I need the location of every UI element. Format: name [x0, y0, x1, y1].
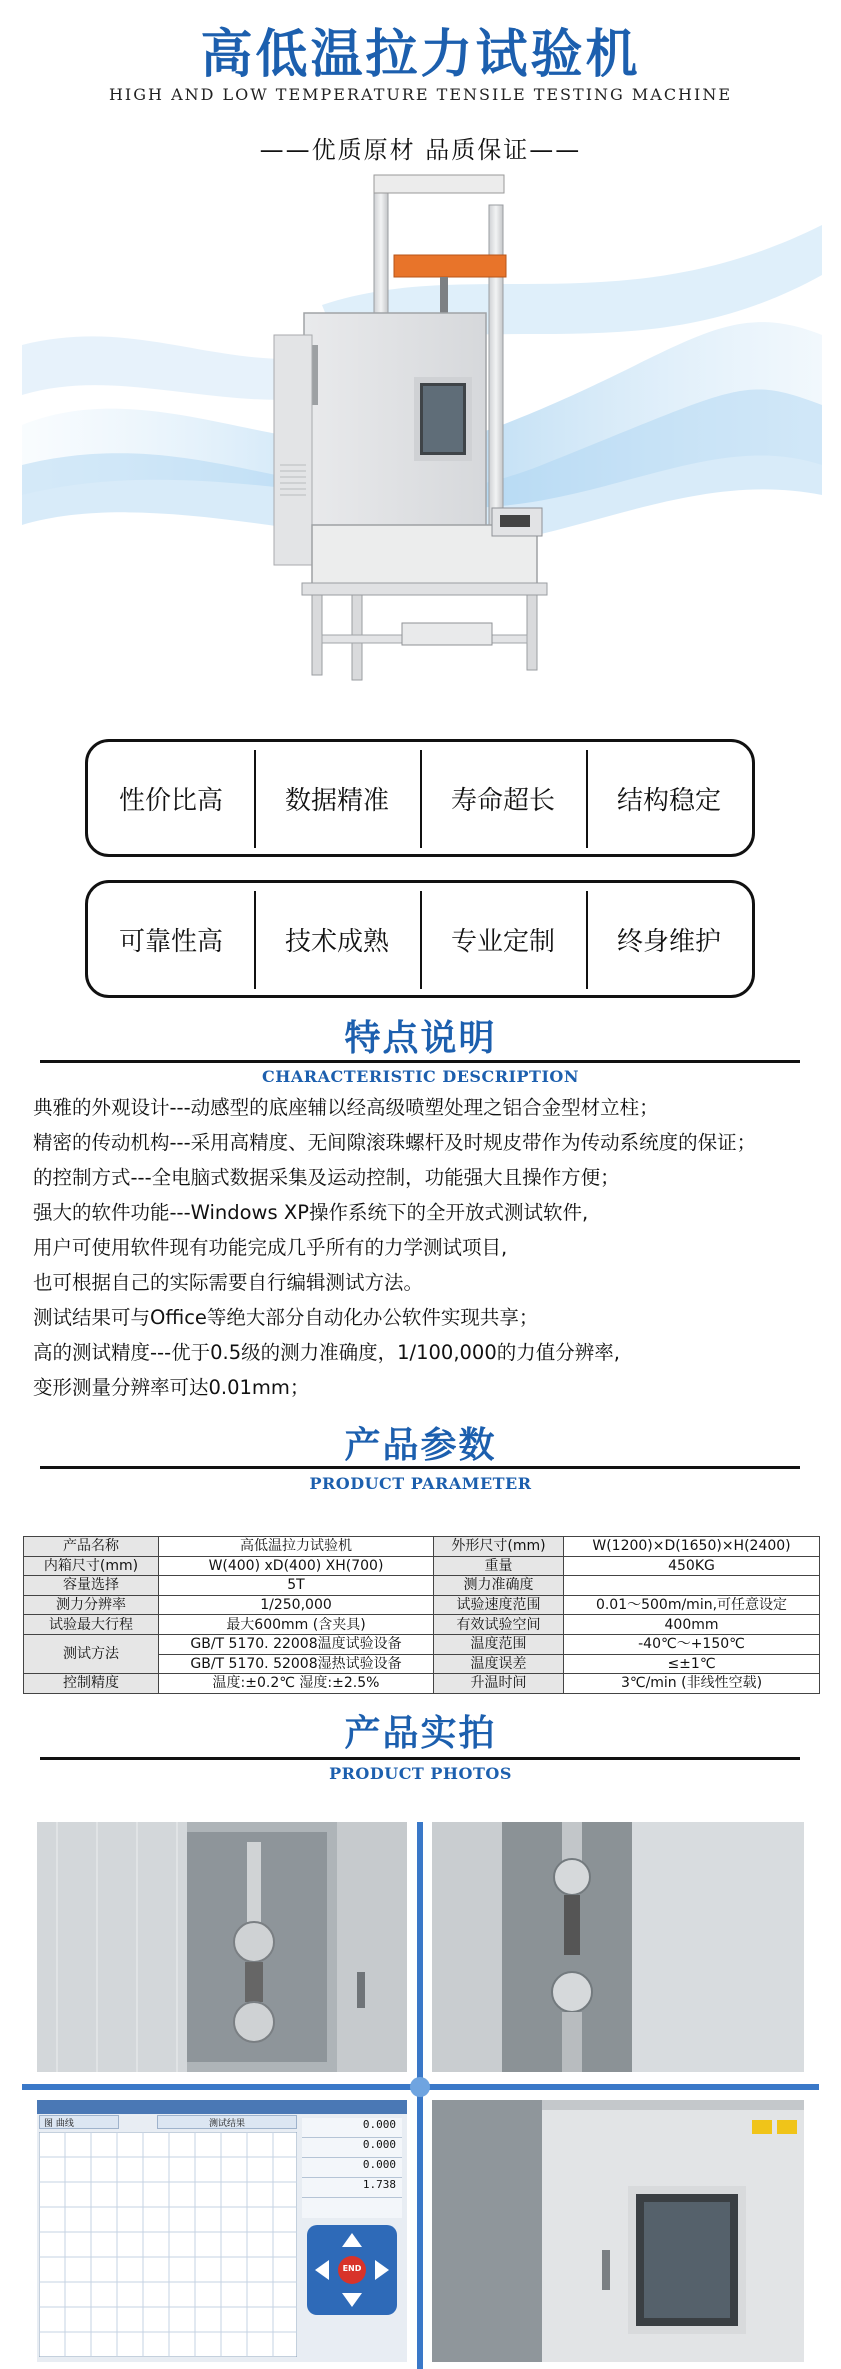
- reading-value: [302, 2198, 402, 2218]
- characteristic-line: 测试结果可与Office等绝大部分自动化办公软件实现共享；: [33, 1306, 539, 1329]
- table-row: [24, 1537, 820, 1557]
- param-value: 高低温拉力试验机: [159, 1537, 434, 1557]
- slogan: ——优质原材 品质保证——: [259, 136, 582, 164]
- param-value: GB/T 5170. 22008温度试验设备: [159, 1634, 434, 1654]
- param-value: [564, 1576, 820, 1596]
- photo-machine-side: [432, 2100, 804, 2362]
- feature-item: 结构稳定: [586, 780, 752, 817]
- param-value: 450KG: [564, 1556, 820, 1576]
- table-row: [24, 1576, 820, 1596]
- param-label: 测力分辨率: [24, 1595, 159, 1615]
- param-label: 外形尺寸(mm): [434, 1537, 564, 1557]
- chamber-interior-image: [37, 1822, 407, 2072]
- feature-item: 寿命超长: [420, 780, 586, 817]
- param-value: 最大600mm (含夹具): [159, 1615, 434, 1635]
- reading-value: 0.000: [302, 2138, 402, 2158]
- characteristic-line: 精密的传动机构---采用高精度、无间隙滚珠螺杆及时规皮带作为传动系统度的保证；: [33, 1131, 757, 1154]
- characteristic-line: 高的测试精度---优于0.5级的测力准确度，1/100,000的力值分辨率,: [33, 1341, 620, 1364]
- param-value: -40℃～+150℃: [564, 1634, 820, 1654]
- software-tab-left: 图 曲线: [39, 2115, 119, 2129]
- param-label: 内箱尺寸(mm): [24, 1556, 159, 1576]
- section-title-photos: 产品实拍: [344, 1713, 497, 1754]
- software-readings: [302, 2118, 402, 2218]
- photo-software-screen: [37, 2100, 407, 2362]
- characteristics-text: [33, 1090, 833, 1405]
- param-label: 测试方法: [24, 1634, 159, 1673]
- param-label: 重量: [434, 1556, 564, 1576]
- param-label: 升温时间: [434, 1674, 564, 1694]
- feature-item: 专业定制: [420, 921, 586, 958]
- photo-grid: [22, 1822, 819, 2369]
- section-subtitle-parameters: PRODUCT PARAMETER: [309, 1474, 532, 1493]
- param-label: 试验速度范围: [434, 1595, 564, 1615]
- param-label: 有效试验空间: [434, 1615, 564, 1635]
- param-value: 1/250,000: [159, 1595, 434, 1615]
- param-label: 试验最大行程: [24, 1615, 159, 1635]
- software-grid: [39, 2132, 297, 2357]
- feature-item: 数据精准: [254, 780, 420, 817]
- param-label: 测力准确度: [434, 1576, 564, 1596]
- feature-box-row2: [85, 880, 755, 998]
- characteristic-line: 用户可使用软件现有功能完成几乎所有的力学测试项目,: [33, 1236, 508, 1259]
- table-row: [24, 1634, 820, 1654]
- software-tab-right: 测试结果: [157, 2115, 297, 2129]
- section-subtitle-photos: PRODUCT PHOTOS: [329, 1764, 512, 1783]
- param-value: 5T: [159, 1576, 434, 1596]
- table-row: [24, 1556, 820, 1576]
- param-label: 控制精度: [24, 1674, 159, 1694]
- param-label: 温度误差: [434, 1654, 564, 1674]
- characteristic-line: 变形测量分辨率可达0.01mm；: [33, 1376, 310, 1399]
- feature-item: 技术成熟: [254, 921, 420, 958]
- feature-item: 终身维护: [586, 921, 752, 958]
- table-row: [24, 1615, 820, 1635]
- characteristic-line: 强大的软件功能---Windows XP操作系统下的全开放式测试软件,: [33, 1201, 589, 1224]
- param-value: 0.01～500m/min,可任意设定: [564, 1595, 820, 1615]
- param-value: W(400) xD(400) XH(700): [159, 1556, 434, 1576]
- parameter-table: [23, 1536, 820, 1694]
- characteristic-line: 也可根据自己的实际需要自行编辑测试方法。: [33, 1271, 424, 1294]
- hero-machine-image: [22, 165, 822, 685]
- characteristic-line: 典雅的外观设计---动感型的底座辅以经高级喷塑处理之铝合金型材立柱；: [33, 1096, 659, 1119]
- page-subtitle: HIGH AND LOW TEMPERATURE TENSILE TESTING MACHINE: [108, 85, 733, 104]
- photo-grips: [432, 1822, 804, 2072]
- characteristic-line: 的控制方式---全电脑式数据采集及运动控制，功能强大且操作方便；: [33, 1166, 620, 1189]
- photo-chamber-interior: [37, 1822, 407, 2072]
- machine-side-image: [432, 2100, 804, 2362]
- machine-illustration: [22, 165, 822, 685]
- end-label: END: [342, 2264, 362, 2273]
- param-value: 温度:±0.2℃ 湿度:±2.5%: [159, 1674, 434, 1694]
- table-row: [24, 1595, 820, 1615]
- param-label: 产品名称: [24, 1537, 159, 1557]
- param-label: 温度范围: [434, 1634, 564, 1654]
- param-value: 3℃/min (非线性空载): [564, 1674, 820, 1694]
- param-value: GB/T 5170. 52008湿热试验设备: [159, 1654, 434, 1674]
- feature-item: 性价比高: [118, 785, 223, 816]
- param-label: 容量选择: [24, 1576, 159, 1596]
- section-divider: [40, 1060, 800, 1063]
- param-value: ≤±1℃: [564, 1654, 820, 1674]
- reading-value: 0.000: [302, 2118, 402, 2138]
- section-title-parameters: 产品参数: [344, 1425, 497, 1466]
- software-titlebar: [37, 2100, 407, 2114]
- section-subtitle-characteristics: CHARACTERISTIC DESCRIPTION: [262, 1067, 579, 1086]
- reading-value: 1.738: [302, 2178, 402, 2198]
- reading-value: 0.000: [302, 2158, 402, 2178]
- grips-image: [432, 1822, 804, 2072]
- param-value: 400mm: [564, 1615, 820, 1635]
- section-divider: [40, 1757, 800, 1760]
- table-row: [24, 1674, 820, 1694]
- feature-box-row1: [85, 739, 755, 857]
- feature-item: 可靠性高: [118, 926, 223, 957]
- page-title: 高低温拉力试验机: [200, 25, 641, 85]
- section-title-characteristics: 特点说明: [344, 1018, 497, 1059]
- param-value: W(1200)×D(1650)×H(2400): [564, 1537, 820, 1557]
- section-divider: [40, 1466, 800, 1469]
